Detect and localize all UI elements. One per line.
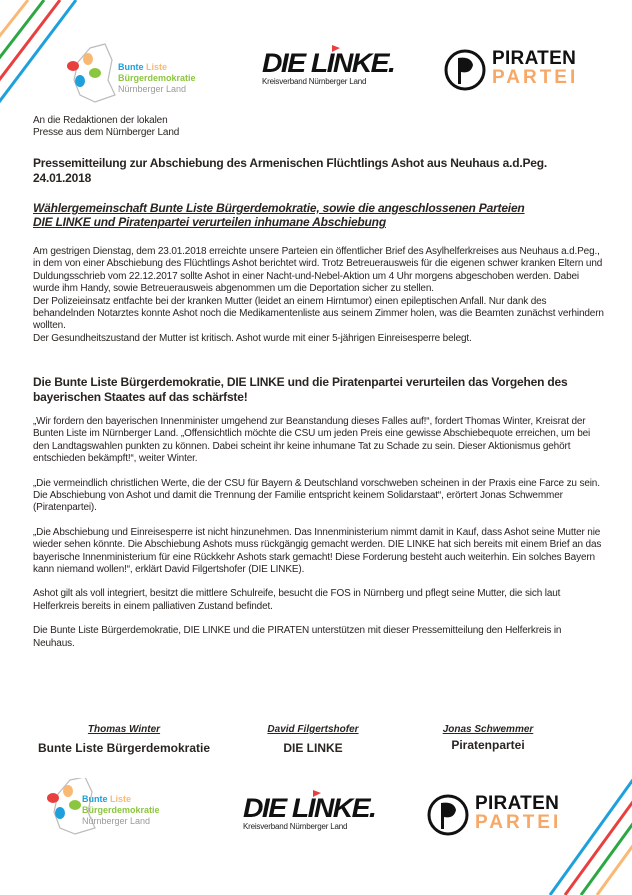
- piratenpartei-logo-bottom: [426, 791, 576, 851]
- logo-text: Liste: [110, 794, 132, 804]
- bunte-liste-logo: [60, 40, 220, 110]
- bunte-liste-logo-bottom: [40, 778, 200, 848]
- signature-block: [29, 724, 219, 755]
- subtitle: [33, 201, 613, 229]
- die-linke-logo-bottom: [243, 793, 376, 831]
- page-title: [33, 156, 613, 186]
- logo-text: Nürnberger Land: [82, 816, 151, 826]
- paragraph: Ashot gilt als voll integriert, besitzt die mittlere Schulreife, besucht die FOS in Nürnberg und pflegt seine Mutter, die sich laut Helferkreis bereits in einem palliativen Zustand befindet.: [33, 588, 561, 612]
- logo-text: PIRATEN: [475, 793, 560, 814]
- pirate-flag-icon: [443, 48, 487, 92]
- signature-name: Jonas Schwemmer: [442, 724, 534, 735]
- intro-section: [33, 246, 605, 345]
- logo-text: Kreisverband Nürnberger Land: [262, 77, 367, 86]
- date: 24.01.2018: [33, 171, 92, 185]
- logo-text: Bunte: [82, 794, 108, 804]
- logo-text: DIE LINKE.: [243, 793, 376, 823]
- paragraph: Die Bunte Liste Bürgerdemokratie, DIE LINKE und die PIRATEN unterstützen mit dieser Pressemitteilung den Helferkreis in Neuhaus.: [33, 625, 562, 649]
- address-line: Presse aus dem Nürnberger Land: [33, 127, 180, 139]
- signature-org: Piratenpartei: [451, 738, 525, 752]
- logo-text: Bunte: [118, 62, 144, 72]
- signature-block: [218, 724, 408, 755]
- logo-text: Bürgerdemokratie: [82, 805, 160, 815]
- title-line: Pressemitteilung zur Abschiebung des Armenischen Flüchtlings Ashot aus Neuhaus a.d.Peg.: [33, 156, 548, 170]
- recipient-address: [33, 115, 179, 140]
- address-line: An die Redaktionen der lokalen: [33, 115, 168, 126]
- signature-org: DIE LINKE: [283, 741, 343, 755]
- paragraph: „Die vermeindlich christlichen Werte, die der CSU für Bayern & Deutschland vorschweben scheinen in der Praxis eine Farce zu sein. Die Abschiebung von Ashot und damit die Trennung der Familie entspricht keinem Solidarstaat“, erörtert Jonas Schwemmer (Piratenpartei).: [33, 477, 600, 514]
- signature-name: Thomas Winter: [87, 724, 161, 735]
- die-linke-logo: [262, 48, 395, 86]
- pirate-flag-icon: [426, 793, 470, 837]
- logo-text: DIE LINKE.: [262, 48, 395, 78]
- logo-text: Kreisverband Nürnberger Land: [243, 822, 348, 831]
- logo-text: Nürnberger Land: [118, 84, 187, 94]
- paragraph: Der Polizeieinsatz entfachte bei der kranken Mutter (leidet an einem Hirntumor) einen epileptischen Anfall. Nur dank des behandelnden Notarztes konnte Ashot noch die Medikamentenliste aus seinem Zimmer holen, was die Beamten zunächst verhindern wollten.: [33, 295, 604, 332]
- signature-org: Bunte Liste Bürgerdemokratie: [37, 741, 211, 755]
- piratenpartei-logo: [443, 46, 593, 106]
- paragraph: „Wir fordern den bayerischen Innenminister umgehend zur Beanstandung dieses Falles auf!“, fordert Thomas Winter, Kreisrat der Bunten Liste im Nürnberger Land. „Offensichtlich möchte die CSU um jeden Preis eine gewisse Abschiebequote erreichen, um bei den Landtagswahlen punkten zu können. Dabei scheint ihr keine inhumane Tat zu Schade zu sein. Dieser Aktionismus gehört entschieden bekämpft!“, weiter Winter.: [33, 416, 591, 465]
- logo-text: PARTEI: [492, 67, 579, 88]
- subtitle-line: Wählergemeinschaft Bunte Liste Bürgerdemokratie, sowie die angeschlossenen Parteien: [33, 201, 525, 215]
- logo-text: Bürgerdemokratie: [118, 73, 196, 83]
- paragraph: Am gestrigen Dienstag, dem 23.01.2018 erreichte unsere Parteien ein öffentlicher Brief des Asylhelferkreises aus Neuhaus a.d.Peg., in dem von einer Abschiebung des Flüchtlings Ashot berichtet wird. Trotz Betreuerausweis für die eigenen schwer kranken Eltern und Duldungsschrieb vom 22.12.2017 sollte Ashot in einer Nacht-und-Nebel-Aktion um 4 Uhr morgens abgeschoben werden. Dabei wurde ihm Handy, sowie Betreuerausweis abgenommen um die Deportation sicher zu stellen.: [33, 246, 603, 295]
- logo-text: Liste: [146, 62, 168, 72]
- signature-name: David Filgertshofer: [267, 724, 359, 735]
- signature-block: [393, 724, 583, 752]
- paragraph: Der Gesundheitszustand der Mutter ist kritisch. Ashot wurde mit einer 5-jährigen Einreisesperre belegt.: [33, 332, 472, 344]
- logo-text: PARTEI: [475, 812, 562, 833]
- body-section: [33, 416, 605, 650]
- section-heading: Die Bunte Liste Bürgerdemokratie, DIE LINKE und die Piratenpartei verurteilen das Vorgehen des bayerischen Staates auf das schärfste!: [33, 375, 568, 404]
- flower-map-icon: [60, 40, 120, 110]
- subtitle-line: DIE LINKE und Piratenpartei verurteilen inhumane Abschiebung: [33, 215, 386, 229]
- logo-text: PIRATEN: [492, 48, 577, 69]
- paragraph: „Die Abschiebung und Einreisesperre ist nicht hinzunehmen. Das Innenministerium nimmt damit in Kauf, dass Ashot seine Mutter nie wieder sehen könnte. Die Abschiebung Ashots muss rückgängig gemacht werden. DIE LINKE hat sich bereits mit einem Brief an das bayerische Innenministerium für eine Rückkehr Ashots stark gemacht! Diese Forderung besteht auch weiterhin. Ein solches Bayern kann niemand wollen!“, erklärt David Filgertshofer (DIE LINKE).: [33, 526, 602, 576]
